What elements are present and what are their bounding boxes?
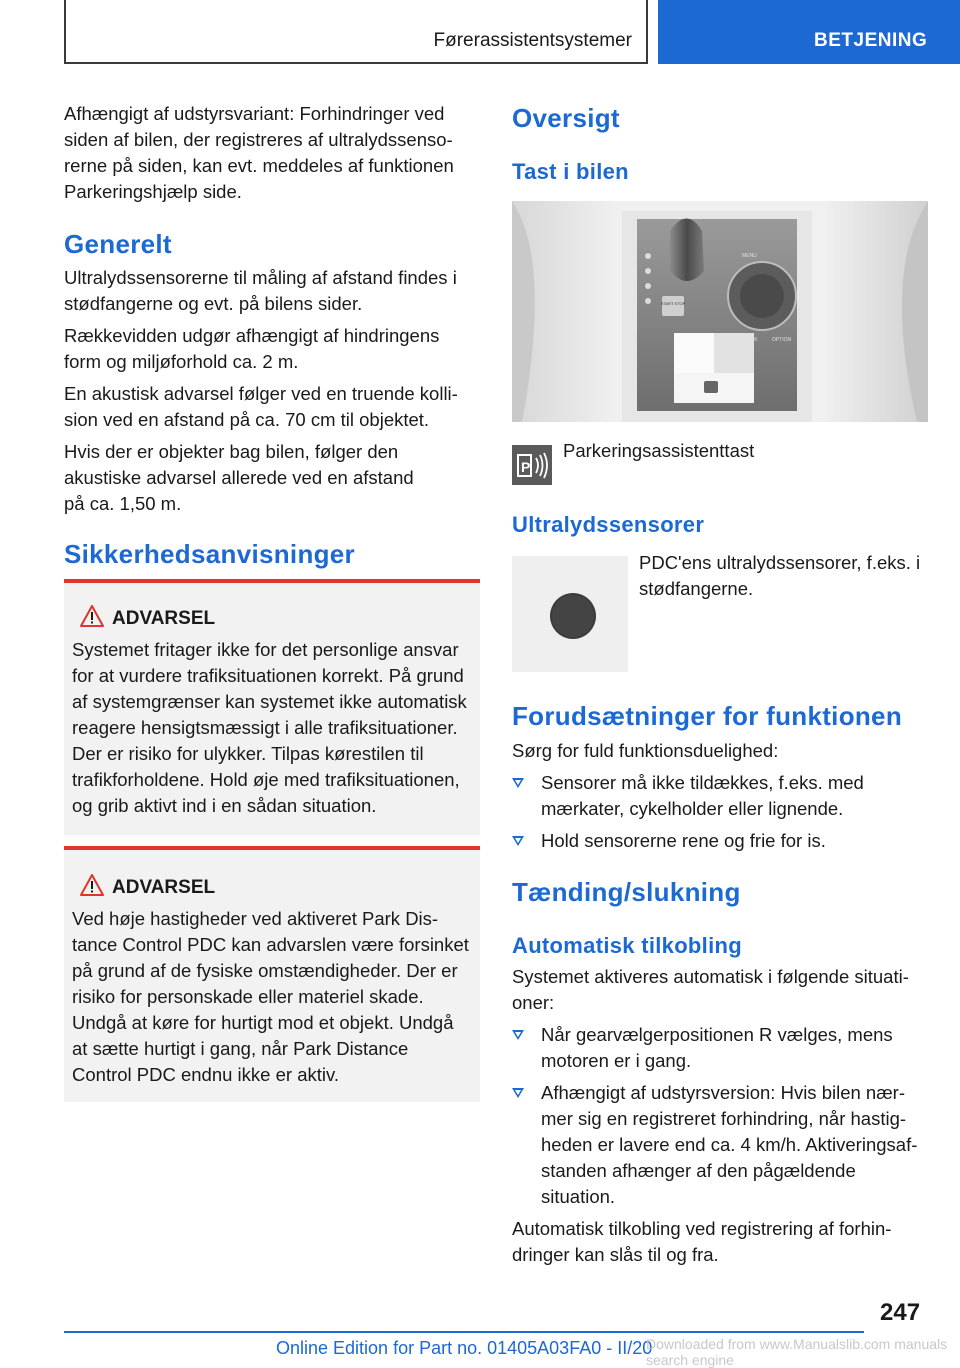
page-number: 247	[880, 1299, 921, 1326]
warning-text: Systemet fritager ikke for det personlige ansvar for at vurdere trafiksituationen korrekt. På grund af systemgrænser kan systemet ikke automatisk reagere hensigtsmæssigt i alle trafiksituationer. Der er risiko for ulykker. Tilpas kørestilen til trafikforholdene. Hold øje med trafiksituationen, og grib aktivt ind i en sådan situation.	[72, 639, 467, 816]
intro-paragraph: Afhængigt af udstyrsvariant: Forhindringer ved siden af bilen, der registreres af ultralydssensorerne på siden, kan evt. meddeles af funktionen Parkeringshjælp side.	[64, 103, 454, 202]
footer-watermark: Downloaded from www.Manualslib.com manuals search engine	[646, 1336, 948, 1368]
svg-text:P: P	[521, 459, 531, 475]
warning-box	[64, 846, 480, 1102]
auto-intro: Systemet aktiveres automatisk i følgende situationer:	[512, 966, 909, 1013]
header-section-title: Førerassistentsystemer	[433, 30, 632, 51]
header-chapter-box	[658, 0, 960, 64]
heading-on-off: Tænding/slukning	[512, 877, 741, 907]
bullet-triangle-icon	[512, 836, 524, 846]
header-section-box	[64, 0, 648, 64]
prereq-list	[512, 770, 928, 854]
list-item: Hold sensorerne rene og frie for is.	[512, 828, 928, 854]
footer-rule	[64, 1331, 864, 1333]
heading-button-in-car: Tast i bilen	[512, 159, 629, 184]
prereq-intro: Sørg for fuld funktionsduelighed:	[512, 740, 779, 761]
center-console-image	[512, 201, 928, 422]
button-caption: Parkeringsassistenttast	[563, 440, 755, 461]
warning-triangle-icon	[80, 874, 104, 896]
prereq-block	[512, 738, 928, 860]
ultrasonic-sensor-image	[512, 556, 628, 672]
general-paragraph: Hvis der er objekter bag bilen, følger den akustiske advarsel allerede ved en afstand på ca. 1,50 m.	[64, 441, 414, 514]
heading-automatic-activation: Automatisk tilkobling	[512, 933, 742, 958]
heading-general: Generelt	[64, 229, 172, 259]
warning-title: ADVARSEL	[112, 877, 216, 898]
heading-prerequisites: Forudsætninger for funktionen	[512, 701, 903, 731]
warning-text: Ved høje hastigheder ved aktiveret Park Distance Control PDC kan advarslen være forsinket på grund af de fysiske omstændigheder. Der er risiko for personskade eller materiel skade. Undgå at køre for hurtigt mod et objekt. Undgå at sætte hurtigt i gang, når Park Distance Control PDC endnu ikke er aktiv.	[72, 908, 469, 1085]
general-paragraph: Rækkevidden udgør afhængigt af hindringens form og miljøforhold ca. 2 m.	[64, 325, 440, 372]
back-label: BACK	[744, 337, 758, 343]
warning-title: ADVARSEL	[112, 608, 216, 629]
parking-assistant-button-icon	[512, 445, 552, 485]
general-paragraph: Ultralydssensorerne til måling af afstand findes i stødfangerne og evt. på bilens sider.	[64, 267, 457, 314]
menu-label: MENU	[742, 253, 757, 259]
sensor-caption: PDC'ens ultralydssensorer, f.eks. i stødfangerne.	[639, 552, 921, 599]
list-item: Afhængigt af udstyrsversion: Hvis bilen nærmer sig en registreret forhindring, når hastigheden er lavere end ca. 4 km/h. Aktiveringsafstanden afhænger af den pågældende situation.	[512, 1080, 928, 1210]
heading-safety: Sikkerhedsanvisninger	[64, 539, 355, 569]
warning-triangle-icon	[80, 605, 104, 627]
auto-block	[512, 964, 928, 1268]
heading-overview: Oversigt	[512, 103, 620, 133]
list-item: Når gearvælgerpositionen R vælges, mens motoren er i gang.	[512, 1022, 928, 1074]
general-block	[64, 265, 476, 517]
footer-edition: Online Edition for Part no. 01405A03FA0 - II/20	[276, 1338, 653, 1358]
warning-box	[64, 579, 480, 835]
start-stop-label: START STOP	[660, 301, 686, 306]
bullet-triangle-icon	[512, 1030, 524, 1040]
auto-outro: Automatisk tilkobling ved registrering af forhindringer kan slås til og fra.	[512, 1218, 892, 1265]
heading-ultrasonic-sensors: Ultralydssensorer	[512, 512, 705, 537]
bullet-triangle-icon	[512, 1088, 524, 1098]
sensor-caption-block	[639, 550, 930, 602]
bullet-triangle-icon	[512, 778, 524, 788]
general-paragraph: En akustisk advarsel følger ved en truende kollision ved en afstand på ca. 70 cm til objektet.	[64, 383, 458, 430]
intro-block	[64, 101, 474, 205]
auto-list	[512, 1022, 928, 1210]
option-label: OPTION	[772, 337, 792, 343]
header-chapter-title: BETJENING	[814, 30, 928, 51]
list-item: Sensorer må ikke tildækkes, f.eks. med mærkater, cykelholder eller lignende.	[512, 770, 928, 822]
